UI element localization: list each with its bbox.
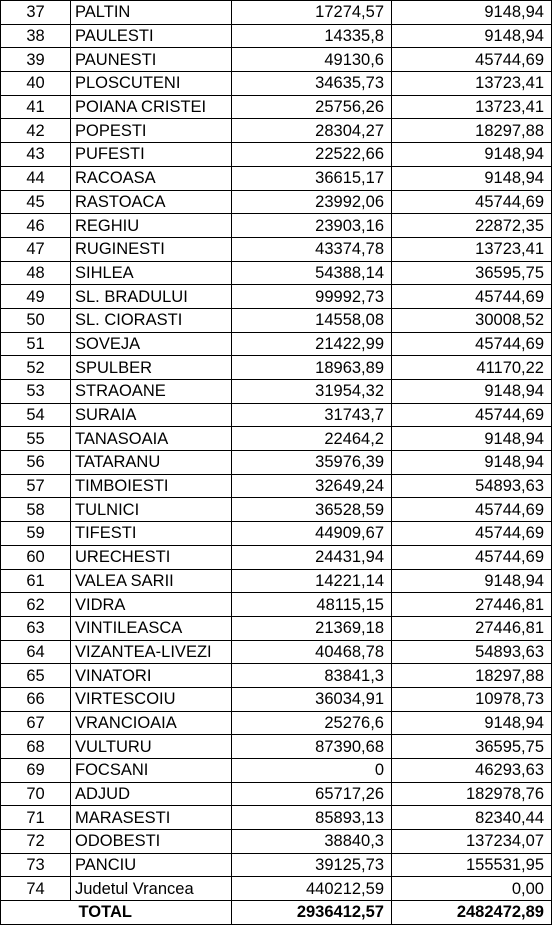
locality-name: SL. BRADULUI xyxy=(71,285,232,309)
row-number: 37 xyxy=(1,1,71,25)
row-number: 74 xyxy=(1,877,71,901)
row-number: 47 xyxy=(1,237,71,261)
table-row xyxy=(1,308,552,332)
locality-name: URECHESTI xyxy=(71,545,232,569)
row-number: 73 xyxy=(1,853,71,877)
table-row xyxy=(1,451,552,475)
locality-name: SL. CIORASTI xyxy=(71,308,232,332)
value-1: 14335,8 xyxy=(232,24,392,48)
table-row xyxy=(1,687,552,711)
total-row xyxy=(1,901,552,925)
value-1: 22464,2 xyxy=(232,427,392,451)
table-row xyxy=(1,95,552,119)
locality-name: FOCSANI xyxy=(71,759,232,783)
table-row xyxy=(1,782,552,806)
table-row xyxy=(1,545,552,569)
locality-name: VINTILEASCA xyxy=(71,616,232,640)
row-number: 50 xyxy=(1,308,71,332)
value-1: 23992,06 xyxy=(232,190,392,214)
locality-name: PANCIU xyxy=(71,853,232,877)
locality-name: VIDRA xyxy=(71,593,232,617)
row-number: 65 xyxy=(1,664,71,688)
value-1: 21369,18 xyxy=(232,616,392,640)
total-label: TOTAL xyxy=(71,901,232,925)
locality-name: STRAOANE xyxy=(71,380,232,404)
row-number: 71 xyxy=(1,806,71,830)
value-1: 23903,16 xyxy=(232,214,392,238)
value-1: 14558,08 xyxy=(232,308,392,332)
table-row xyxy=(1,664,552,688)
table-row xyxy=(1,166,552,190)
row-number: 66 xyxy=(1,687,71,711)
table-row xyxy=(1,48,552,72)
table-row xyxy=(1,24,552,48)
value-2: 45744,69 xyxy=(392,332,552,356)
locality-name: PALTIN xyxy=(71,1,232,25)
total-index-cell xyxy=(1,901,71,925)
row-number: 64 xyxy=(1,640,71,664)
value-1: 31954,32 xyxy=(232,380,392,404)
value-1: 22522,66 xyxy=(232,143,392,167)
locality-name: POIANA CRISTEI xyxy=(71,95,232,119)
row-number: 51 xyxy=(1,332,71,356)
value-2: 41170,22 xyxy=(392,356,552,380)
value-2: 45744,69 xyxy=(392,522,552,546)
row-number: 72 xyxy=(1,830,71,854)
row-number: 52 xyxy=(1,356,71,380)
value-1: 18963,89 xyxy=(232,356,392,380)
locality-name: RASTOACA xyxy=(71,190,232,214)
locality-name: TANASOAIA xyxy=(71,427,232,451)
table-row xyxy=(1,735,552,759)
value-1: 32649,24 xyxy=(232,474,392,498)
table-row xyxy=(1,522,552,546)
value-2: 54893,63 xyxy=(392,640,552,664)
value-2: 182978,76 xyxy=(392,782,552,806)
value-2: 9148,94 xyxy=(392,451,552,475)
value-1: 65717,26 xyxy=(232,782,392,806)
locality-name: ADJUD xyxy=(71,782,232,806)
value-2: 9148,94 xyxy=(392,380,552,404)
locality-name: VALEA SARII xyxy=(71,569,232,593)
value-1: 36528,59 xyxy=(232,498,392,522)
value-1: 35976,39 xyxy=(232,451,392,475)
table-row xyxy=(1,143,552,167)
locality-name: TIMBOIESTI xyxy=(71,474,232,498)
table-row xyxy=(1,427,552,451)
table-row xyxy=(1,759,552,783)
value-2: 36595,75 xyxy=(392,261,552,285)
value-2: 0,00 xyxy=(392,877,552,901)
locality-name: SPULBER xyxy=(71,356,232,380)
row-number: 46 xyxy=(1,214,71,238)
value-1: 25276,6 xyxy=(232,711,392,735)
table-row xyxy=(1,119,552,143)
row-number: 45 xyxy=(1,190,71,214)
table-row xyxy=(1,356,552,380)
value-1: 83841,3 xyxy=(232,664,392,688)
locality-name: SOVEJA xyxy=(71,332,232,356)
row-number: 43 xyxy=(1,143,71,167)
row-number: 38 xyxy=(1,24,71,48)
value-1: 48115,15 xyxy=(232,593,392,617)
value-2: 45744,69 xyxy=(392,545,552,569)
value-1: 31743,7 xyxy=(232,403,392,427)
value-2: 13723,41 xyxy=(392,237,552,261)
locality-name: VRANCIOAIA xyxy=(71,711,232,735)
table-row xyxy=(1,877,552,901)
locality-name: RACOASA xyxy=(71,166,232,190)
locality-name: PLOSCUTENI xyxy=(71,72,232,96)
row-number: 61 xyxy=(1,569,71,593)
row-number: 56 xyxy=(1,451,71,475)
row-number: 41 xyxy=(1,95,71,119)
row-number: 48 xyxy=(1,261,71,285)
value-1: 87390,68 xyxy=(232,735,392,759)
value-2: 13723,41 xyxy=(392,72,552,96)
row-number: 70 xyxy=(1,782,71,806)
table-row xyxy=(1,853,552,877)
table-row xyxy=(1,285,552,309)
value-2: 18297,88 xyxy=(392,119,552,143)
row-number: 49 xyxy=(1,285,71,309)
locality-name: REGHIU xyxy=(71,214,232,238)
locality-name: VIZANTEA-LIVEZI xyxy=(71,640,232,664)
value-2: 45744,69 xyxy=(392,48,552,72)
table-row xyxy=(1,190,552,214)
locality-name: VIRTESCOIU xyxy=(71,687,232,711)
table-row xyxy=(1,237,552,261)
locality-name: TIFESTI xyxy=(71,522,232,546)
value-1: 43374,78 xyxy=(232,237,392,261)
value-1: 0 xyxy=(232,759,392,783)
table-row xyxy=(1,380,552,404)
value-1: 39125,73 xyxy=(232,853,392,877)
table-row xyxy=(1,1,552,25)
locality-name: Judetul Vrancea xyxy=(71,877,232,901)
value-1: 34635,73 xyxy=(232,72,392,96)
value-2: 137234,07 xyxy=(392,830,552,854)
locality-name: PAUNESTI xyxy=(71,48,232,72)
value-1: 40468,78 xyxy=(232,640,392,664)
locality-name: PAULESTI xyxy=(71,24,232,48)
value-2: 45744,69 xyxy=(392,285,552,309)
row-number: 57 xyxy=(1,474,71,498)
value-2: 54893,63 xyxy=(392,474,552,498)
value-1: 25756,26 xyxy=(232,95,392,119)
locality-name: SIHLEA xyxy=(71,261,232,285)
value-2: 9148,94 xyxy=(392,1,552,25)
locality-name: RUGINESTI xyxy=(71,237,232,261)
table-row xyxy=(1,214,552,238)
value-2: 9148,94 xyxy=(392,569,552,593)
value-2: 45744,69 xyxy=(392,498,552,522)
value-2: 10978,73 xyxy=(392,687,552,711)
table-row xyxy=(1,403,552,427)
value-2: 9148,94 xyxy=(392,166,552,190)
value-1: 85893,13 xyxy=(232,806,392,830)
row-number: 40 xyxy=(1,72,71,96)
locality-name: VINATORI xyxy=(71,664,232,688)
row-number: 58 xyxy=(1,498,71,522)
value-1: 54388,14 xyxy=(232,261,392,285)
value-1: 28304,27 xyxy=(232,119,392,143)
value-1: 99992,73 xyxy=(232,285,392,309)
value-2: 27446,81 xyxy=(392,593,552,617)
row-number: 42 xyxy=(1,119,71,143)
row-number: 59 xyxy=(1,522,71,546)
value-2: 9148,94 xyxy=(392,427,552,451)
value-2: 9148,94 xyxy=(392,711,552,735)
value-1: 17274,57 xyxy=(232,1,392,25)
locality-name: SURAIA xyxy=(71,403,232,427)
total-value-1: 2936412,57 xyxy=(232,901,392,925)
row-number: 69 xyxy=(1,759,71,783)
value-1: 21422,99 xyxy=(232,332,392,356)
row-number: 55 xyxy=(1,427,71,451)
row-number: 53 xyxy=(1,380,71,404)
row-number: 39 xyxy=(1,48,71,72)
value-2: 13723,41 xyxy=(392,95,552,119)
value-2: 22872,35 xyxy=(392,214,552,238)
table-row xyxy=(1,474,552,498)
row-number: 62 xyxy=(1,593,71,617)
value-2: 82340,44 xyxy=(392,806,552,830)
table-row xyxy=(1,72,552,96)
table-row xyxy=(1,593,552,617)
value-1: 49130,6 xyxy=(232,48,392,72)
row-number: 68 xyxy=(1,735,71,759)
value-1: 440212,59 xyxy=(232,877,392,901)
row-number: 60 xyxy=(1,545,71,569)
value-1: 36034,91 xyxy=(232,687,392,711)
value-2: 9148,94 xyxy=(392,143,552,167)
value-2: 9148,94 xyxy=(392,24,552,48)
table-body xyxy=(1,1,552,925)
value-2: 45744,69 xyxy=(392,403,552,427)
row-number: 44 xyxy=(1,166,71,190)
value-2: 27446,81 xyxy=(392,616,552,640)
locality-name: ODOBESTI xyxy=(71,830,232,854)
table-row xyxy=(1,498,552,522)
value-2: 46293,63 xyxy=(392,759,552,783)
table-row xyxy=(1,332,552,356)
value-1: 24431,94 xyxy=(232,545,392,569)
locality-name: TULNICI xyxy=(71,498,232,522)
row-number: 54 xyxy=(1,403,71,427)
locality-name: PUFESTI xyxy=(71,143,232,167)
value-1: 14221,14 xyxy=(232,569,392,593)
row-number: 63 xyxy=(1,616,71,640)
locality-name: TATARANU xyxy=(71,451,232,475)
table-row xyxy=(1,806,552,830)
value-2: 30008,52 xyxy=(392,308,552,332)
value-2: 18297,88 xyxy=(392,664,552,688)
value-2: 45744,69 xyxy=(392,190,552,214)
locality-name: MARASESTI xyxy=(71,806,232,830)
locality-name: VULTURU xyxy=(71,735,232,759)
table-row xyxy=(1,569,552,593)
value-2: 36595,75 xyxy=(392,735,552,759)
table-row xyxy=(1,261,552,285)
value-1: 38840,3 xyxy=(232,830,392,854)
table-row xyxy=(1,711,552,735)
total-value-2: 2482472,89 xyxy=(392,901,552,925)
value-1: 36615,17 xyxy=(232,166,392,190)
value-1: 44909,67 xyxy=(232,522,392,546)
locality-name: POPESTI xyxy=(71,119,232,143)
row-number: 67 xyxy=(1,711,71,735)
table-row xyxy=(1,640,552,664)
table-row xyxy=(1,830,552,854)
table-row xyxy=(1,616,552,640)
value-2: 155531,95 xyxy=(392,853,552,877)
